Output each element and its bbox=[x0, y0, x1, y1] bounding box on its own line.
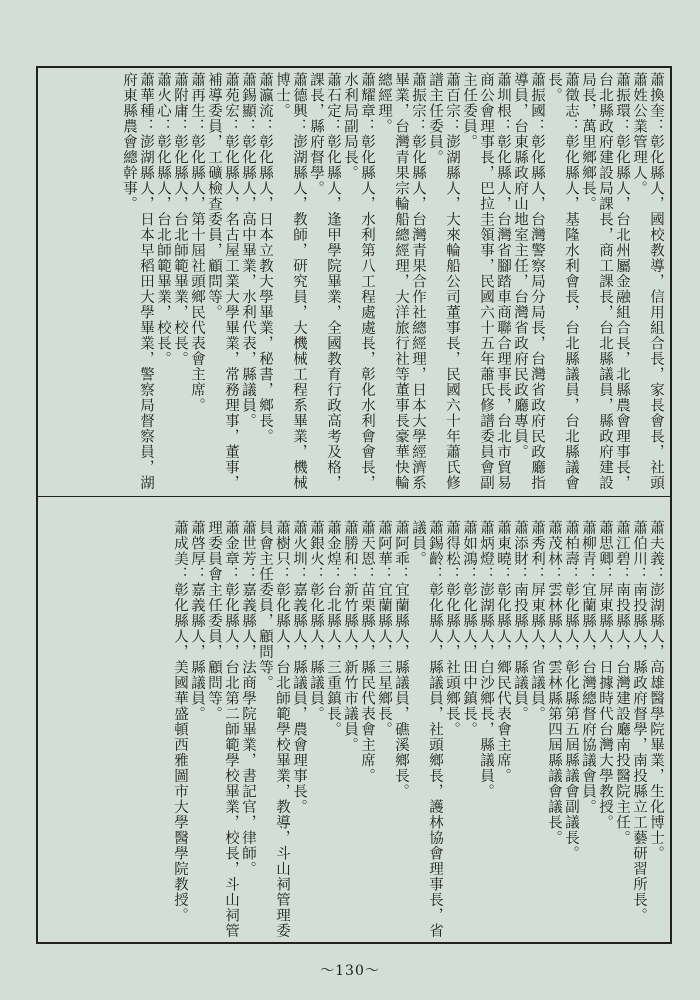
entry-column: 蕭振國：彰化縣人，台灣警察局分局長，台灣省政府民政廳指導員，台東縣政府山地室主任，台灣省政府民政廳專員。 bbox=[512, 72, 545, 491]
page-number: ～130～ bbox=[320, 963, 380, 979]
entry-column: 蕭阿華：宜蘭縣人，三星鄉長。 bbox=[376, 520, 392, 737]
entry-column: 蕭錫顯：彰化縣人，高中畢業，水利代表，縣議員。 bbox=[240, 72, 256, 429]
entry-column: 蕭江碧：南投縣人，台灣建設廳南投醫院主任。 bbox=[614, 520, 630, 846]
entry-column: 蕭樹只：彰化縣人，台北師範學校畢業，教導，斗山祠管理委員會主任委員，顧問等。 bbox=[257, 520, 290, 939]
entry-column: 蕭得松：彰化縣人，社頭鄉長。 bbox=[444, 520, 460, 737]
entry-column: 蕭思卿：屏東縣人，日據時代台灣大學教授。 bbox=[597, 520, 613, 830]
entry-column: 蕭夫義：澎湖縣人，高雄醫學院畢業，生化博士。 bbox=[648, 520, 664, 861]
section-divider bbox=[38, 496, 670, 497]
entry-column: 蕭圳根：彰化縣人，台灣省腳踏車商聯合理事長，台北市貿易商公會理事長，巴拉圭領事，民國六十五年蕭氏修譜委員會副主任委員。 bbox=[461, 72, 511, 491]
entry-column: 蕭德興：澎湖縣人，教師，研究員，大機械工程系畢業，機械博士。 bbox=[274, 72, 307, 491]
entry-column: 蕭金章：彰化縣人，台北第二師範學校畢業，校長，斗山祠管理委員會主任委員，顧問等。 bbox=[206, 520, 239, 939]
entry-column: 蕭柏壽：彰化縣人，彰化縣第五屆縣議會副議長。 bbox=[563, 520, 579, 861]
entry-column: 蕭茂林：雲林縣人，雲林縣第四屆縣議會議長。 bbox=[546, 520, 562, 846]
entry-column: 蕭再生：彰化縣人，第十屆社頭鄉民代表會主席。 bbox=[189, 72, 205, 413]
entry-column: 蕭添財：南投縣人，縣議員。 bbox=[512, 520, 528, 722]
entry-column: 蕭天恩：苗栗縣人，縣民代表會主席。 bbox=[359, 520, 375, 784]
entry-column: 蕭換奎：彰化縣人，國校教導，信用組合長，家長會長，社頭蕭姓公業管理人。 bbox=[631, 72, 664, 491]
entry-column: 蕭秀利：屏東縣人，省議員。 bbox=[529, 520, 545, 722]
entry-column: 蕭耀章：彰化縣人，水利第八工程處處長，彰化水利會會長，水利局副局長。 bbox=[342, 72, 375, 491]
entry-column: 蕭石定：彰化縣人，逢甲學院畢業，全國教育行政高考及格，課長，縣府督學。 bbox=[308, 72, 341, 491]
entry-column: 蕭瀛流：彰化縣人，日本立教大學畢業，秘書，鄉長。 bbox=[257, 72, 273, 444]
entry-column: 蕭金煌：台北縣人，三重鎮長。 bbox=[325, 520, 341, 737]
entry-column: 蕭華種：澎湖縣人，日本早稻田大學畢業，警察局督察員，湖府東縣農會總幹事。 bbox=[121, 72, 154, 491]
entry-column: 蕭徵志：彰化縣人，基隆水利會長，台北縣議員，台北縣議會長。 bbox=[546, 72, 579, 491]
entry-column: 蕭成美：彰化縣人，美國華盛頓西雅圖市大學醫學院教授。 bbox=[172, 520, 188, 923]
bottom-entry-panel bbox=[42, 520, 664, 940]
entry-column: 蕭振環：彰化縣人，台北州屬金融組合長，北縣農會理事長，台北縣政府建設局課長，商工課長，台北縣議員，縣政府建設局長，萬里鄉鄉長。 bbox=[580, 72, 630, 491]
entry-column: 蕭火心：彰化縣人，台北師範畢業，校長。 bbox=[155, 72, 171, 367]
entry-column: 蕭附庸：彰化縣人，台北師範畢業，校長。 bbox=[172, 72, 188, 367]
entry-column: 蕭伯川：南投縣人，縣政府督學，南投縣立工藝研習所長。 bbox=[631, 520, 647, 923]
entry-column: 蕭百宗：澎湖縣人，大來輪船公司董事長，民國六十年蕭氏修譜主任委員。 bbox=[427, 72, 460, 491]
entry-column: 蕭東曉：彰化縣人，鄉民代表會主席。 bbox=[495, 520, 511, 784]
entry-column: 蕭世芳：嘉義縣人，法商學院畢業，書記官，律師。 bbox=[240, 520, 256, 877]
entry-column: 蕭如鴻：彰化縣人，田中鎮長。 bbox=[461, 520, 477, 737]
entry-column: 蕭銀火：彰化縣人，縣議員。 bbox=[308, 520, 324, 722]
entry-column: 蕭啓厚：嘉義縣人，縣議員。 bbox=[189, 520, 205, 722]
top-entry-panel bbox=[42, 72, 664, 492]
entry-column: 蕭勝和：新竹縣人，新竹市議員。 bbox=[342, 520, 358, 753]
entry-column: 蕭阿乖：宜蘭縣人，縣議員，礁溪鄉長。 bbox=[393, 520, 409, 799]
entry-column: 蕭錫齡：彰化縣人，縣議員，社頭鄉長，護林協會理事長，省議員。 bbox=[410, 520, 443, 939]
entry-column: 蕭火圳：嘉義縣人，縣議員，農會理事長。 bbox=[291, 520, 307, 815]
entry-column: 蕭振宗：彰化縣人，台灣青果合作社總經理，日本大學經濟系畢業，台灣青果宗輪船總經理，大洋旅行社等董事長豪華快輪總經理。 bbox=[376, 72, 426, 491]
entry-column: 蕭炳燈：澎湖縣人，白沙鄉長，縣議員。 bbox=[478, 520, 494, 799]
entry-column: 蕭柳青：宜蘭縣人，台灣總督府協議會員。 bbox=[580, 520, 596, 815]
entry-column: 蕭苑宏：彰化縣人，名古屋工業大學畢業，常務理事，董事，補導委員，工礦檢查委員，顧問等。 bbox=[206, 72, 239, 491]
